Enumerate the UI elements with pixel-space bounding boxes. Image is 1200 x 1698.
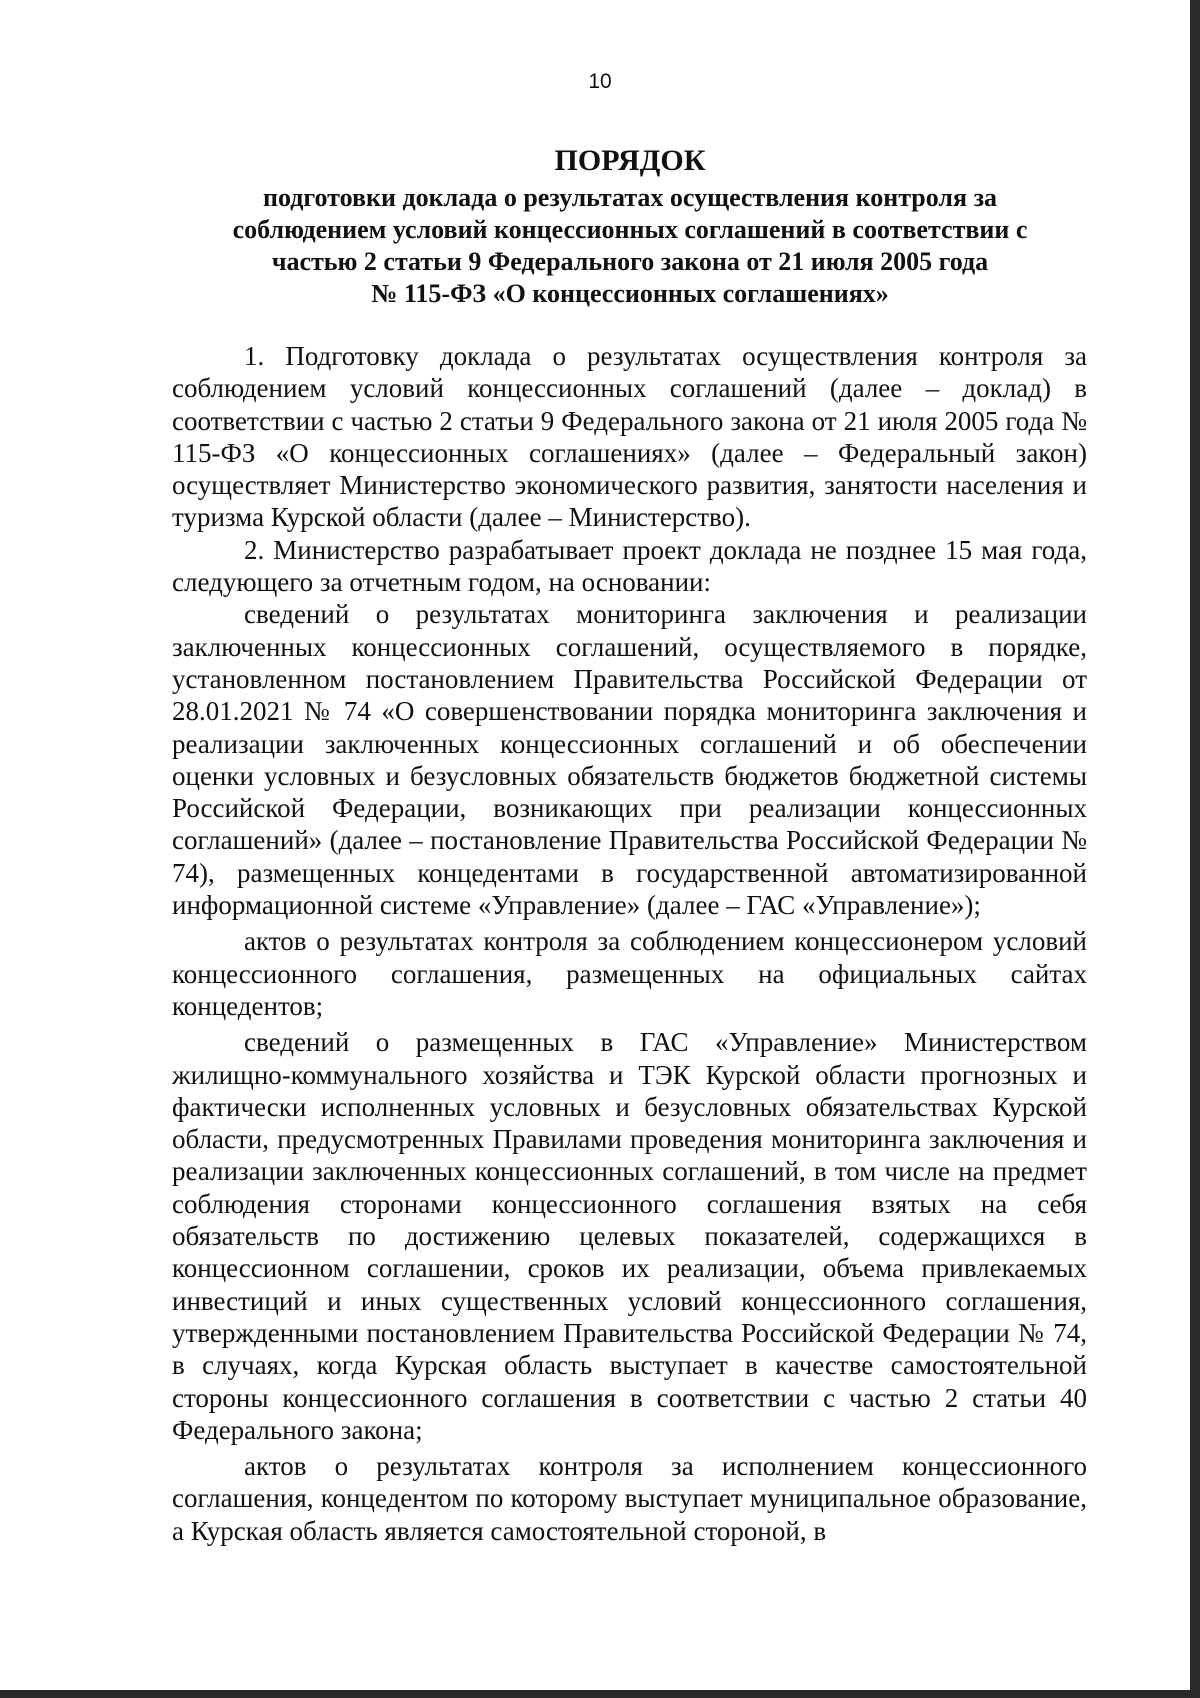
paragraph-monitoring-data: сведений о результатах мониторинга заключения и реализации заключенных концессионных соглашений, осуществляемого в порядке, установленном постановлением Правительства Российской Федерации от 28.01.2021 № 74 «О совершенствовании порядка мониторинга заключения и реализации заключенных концессионных соглашений и об обеспечении оценки условных и безусловных обязательств бюджетов бюджетной системы Российской Федерации, возникающих при реализации концессионных соглашений» (далее – постановление Правительства Российской Федерации № 74), размещенных концедентами в государственной автоматизированной информационной системе «Управление» (далее – ГАС «Управление»); bbox=[172, 599, 1087, 921]
scan-edge-bottom bbox=[0, 1690, 1200, 1698]
paragraph-control-acts: актов о результатах контроля за соблюдением концессионером условий концессионного соглашения, размещенных на официальных сайтах концедентов; bbox=[172, 926, 1087, 1021]
document-subtitle-line: соблюдением условий концессионных соглашений в соответствии с bbox=[232, 215, 1028, 244]
title-block bbox=[150, 142, 1110, 310]
document-subtitle-line: частью 2 статьи 9 Федерального закона от 21 июля 2005 года bbox=[271, 247, 989, 276]
document-subtitle-line: № 115-ФЗ «О концессионных соглашениях» bbox=[371, 279, 889, 308]
document-body bbox=[172, 340, 1087, 1547]
paragraph-municipal-acts: актов о результатах контроля за исполнением концессионного соглашения, концедентом по которому выступает муниципальное образование, а Курская область является самостоятельной стороной, в bbox=[172, 1451, 1087, 1546]
paragraph-1: 1. Подготовку доклада о результатах осуществления контроля за соблюдением условий концессионных соглашений (далее – доклад) в соответствии с частью 2 статьи 9 Федерального закона от 21 июля 2005 года № 115-ФЗ «О концессионных соглашениях» (далее – Федеральный закон) осуществляет Министерство экономического развития, занятости населения и туризма Курской области (далее – Министерство). bbox=[172, 341, 1087, 533]
document-title: ПОРЯДОК bbox=[554, 144, 706, 177]
scan-edge-right bbox=[1190, 0, 1200, 1698]
page-number: 10 bbox=[588, 70, 612, 93]
paragraph-2: 2. Министерство разрабатывает проект доклада не позднее 15 мая года, следующего за отчетным годом, на основании: bbox=[172, 534, 1087, 598]
document-subtitle-line: подготовки доклада о результатах осуществления контроля за bbox=[262, 183, 998, 212]
paragraph-obligations-data: сведений о размещенных в ГАС «Управление» Министерством жилищно-коммунального хозяйства и ТЭК Курской области прогнозных и фактически исполненных условных и безусловных обязательствах Курской области, предусмотренных Правилами проведения мониторинга заключения и реализации заключенных концессионных соглашений, в том числе на предмет соблюдения сторонами концессионного соглашения взятых на себя обязательств по достижению целевых показателей, содержащихся в концессионном соглашении, сроков их реализации, объема привлекаемых инвестиций и иных существенных условий концессионного соглашения, утвержденными постановлением Правительства Российской Федерации № 74, в случаях, когда Курская область выступает в качестве самостоятельной стороны концессионного соглашения в соответствии с частью 2 статьи 40 Федерального закона; bbox=[172, 1027, 1087, 1445]
